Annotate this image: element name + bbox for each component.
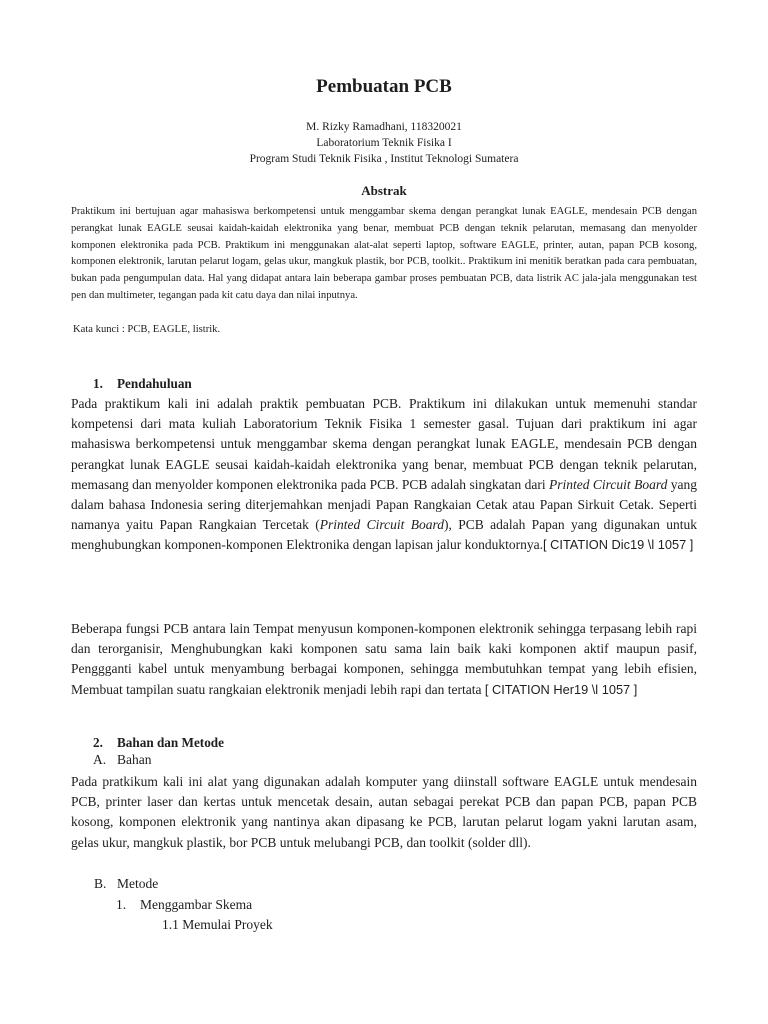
paper-title: Pembuatan PCB [316,76,452,97]
author-name: M. Rizky Ramadhani, 118320021 [306,121,462,133]
bahan-paragraph: Pada pratkikum kali ini alat yang digunakan adalah komputer yang diinstall software EAGLE untuk mendesain PCB, printer laser dan kertas untuk mencetak desain, autan sebagai perekat PCB dan papan PCB, papan PCB kosong, komponen elektronik yang nantinya akan dipasang ke PCB, larutan pelarut logam yakni larutan asam, gelas ukur, mangkuk plastik, bor PCB untuk melubangi PCB, dan toolkit (solder dll). [71,774,697,850]
section-heading-bahan-metode [93,735,224,751]
subsection-label: A. [93,752,107,767]
list-item-text: Menggambar Skema [140,897,253,912]
section-number: 1. [93,376,103,391]
abstract-text: Praktikum ini bertujuan agar mahasiswa berkompetensi untuk menggambar skema dengan perangkat lunak EAGLE, mendesain PCB dengan perangkat lunak EAGLE seusai kaidah-kaidah elektronika yang benar, membuat PCB dengan teknik pelarutan, memasang dan menyolder komponen elektronika pada PCB. Praktikum ini menggunakan alat-alat seperti laptop, software EAGLE, printer, autan, papan PCB kosong, komponen elektronik, larutan pelarut logam, gelas ukur, mangkuk plastik, bor PCB, toolkit.. Praktikum ini menitik beratkan pada cara pembuatan, bukan pada pengumpulan data. Hal yang didapat antara lain beberapa gambar proses pembuatan PCB, data listrik AC jala-jala menggunakan test pen dan multimeter, tegangan pada kit catu daya dan nilai inputnya. [71,206,697,301]
intro-italic-term: Printed Circuit Board [549,476,668,492]
affiliation: Program Studi Teknik Fisika , Institut Teknologi Sumatera [249,153,519,165]
subsection-title: Bahan [117,752,152,767]
intro-paragraph-2 [71,619,697,700]
intro-text-c: ), PCB adalah Papan yang digunakan untuk menghubungkan komponen-komponen Elektronika dengan lapisan jalur konduktornya. [71,517,697,553]
subsection-title: Metode [117,876,159,891]
citation-dic19: [ CITATION Dic19 \l 1057 ] [543,537,694,553]
section-title: Bahan dan Metode [117,735,224,750]
section-number: 2. [93,735,103,750]
abstract-heading: Abstrak [361,183,407,198]
intro-p2-text: Beberapa fungsi PCB antara lain Tempat menyusun komponen-komponen elektronik sehingga terpasang lebih rapi dan terorganisir, Menghubungkan kaki komponen satu sama lain baik kaki komponen aktif maupun pasif, Penggganti kabel untuk menyambung berbagai komponen, sehingga membutuhkan tempat yang lebih efisien, Membuat tampilan suatu rangkaian elektronik menjadi lebih rapi dan tertata [71,621,697,697]
method-item-1-1: 1.1 Memulai Proyek [162,917,273,932]
subsection-label: B. [94,876,107,891]
subsection-bahan [93,752,152,768]
intro-paragraph-1 [71,394,697,556]
list-number: 1. [116,897,127,912]
author-block [0,119,768,167]
method-item-1 [116,897,252,913]
intro-text-b: yang dalam bahasa Indonesia sering diterjemahkan menjadi Papan Rangkaian Cetak atau Papan Sirkuit Cetak. Seperti namanya yaitu Papan Rangkaian Tercetak ( [71,476,697,533]
intro-italic-term-2: Printed Circuit Board [319,517,444,533]
keywords: Kata kunci : PCB, EAGLE, listrik. [73,324,221,335]
section-heading-pendahuluan [93,376,192,392]
intro-text-a: Pada praktikum kali ini adalah praktik pembuatan PCB. Praktikum ini dilakukan untuk memenuhi standar kompetensi dari mata kuliah Laboratorium Teknik Fisika 1 semester gasal. Tujuan dari praktikum ini agar mahasiswa berkompetensi untuk menggambar skema dengan perangkat lunak EAGLE, mendesain PCB dengan perangkat lunak EAGLE seusai kaidah-kaidah elektronika yang benar, membuat PCB dengan teknik pelarutan, memasang dan menyolder komponen elektronika pada PCB. PCB adalah singkatan dari [71,396,697,492]
citation-her19: [ CITATION Her19 \l 1057 ] [484,681,638,697]
lab-name: Laboratorium Teknik Fisika I [316,137,452,149]
subsection-metode [94,876,158,892]
section-title: Pendahuluan [117,376,192,391]
